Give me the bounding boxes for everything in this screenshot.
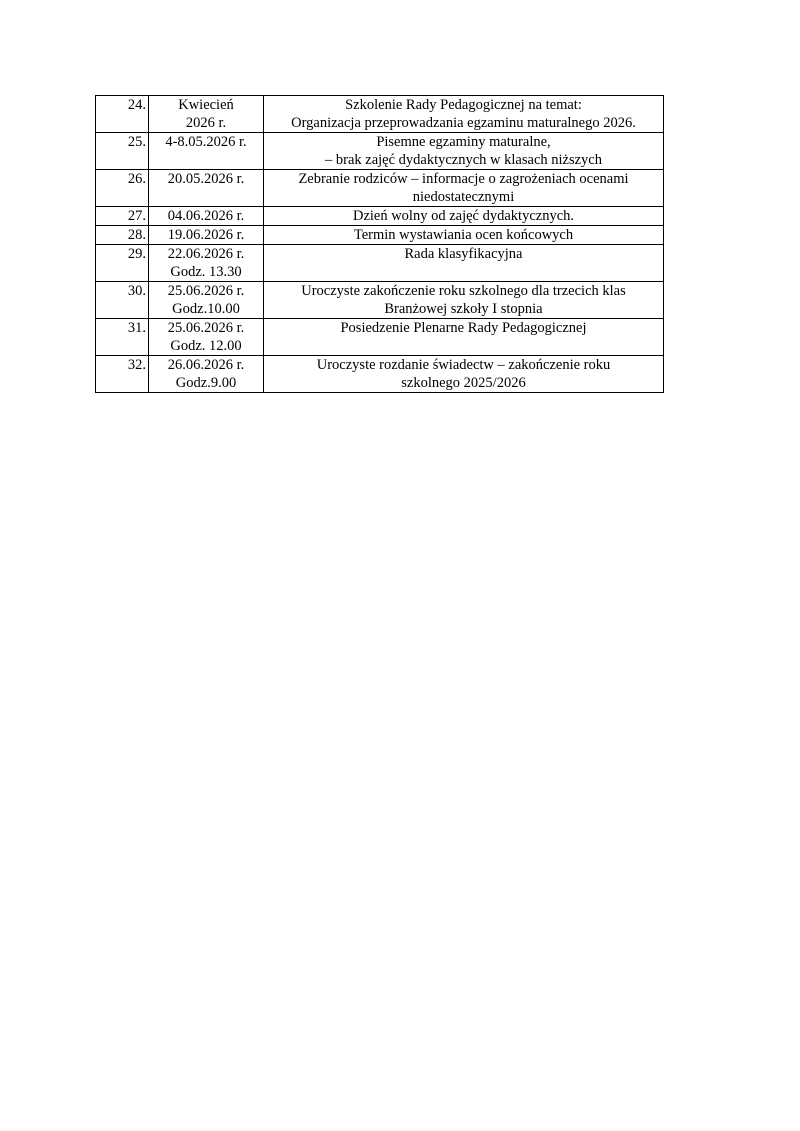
date-cell — [149, 356, 264, 393]
date-line: Godz.10.00 — [172, 301, 240, 317]
event-cell — [264, 245, 664, 282]
date-line: 20.05.2026 r. — [167, 171, 245, 187]
schedule-table — [95, 95, 664, 393]
event-line: Uroczyste zakończenie roku szkolnego dla trzecich klas — [301, 283, 626, 299]
row-number: 29. — [96, 245, 149, 282]
row-number: 32. — [96, 356, 149, 393]
table-row — [96, 319, 664, 356]
date-cell — [149, 282, 264, 319]
table-row — [96, 96, 664, 133]
row-number: 25. — [96, 133, 149, 170]
date-cell — [149, 319, 264, 356]
event-cell — [264, 133, 664, 170]
row-number: 24. — [96, 96, 149, 133]
event-line: Pisemne egzaminy maturalne, — [376, 134, 551, 150]
row-number: 30. — [96, 282, 149, 319]
date-line: 25.06.2026 r. — [167, 320, 245, 336]
event-line: – brak zajęć dydaktycznych w klasach niższych — [325, 152, 602, 168]
event-cell — [264, 356, 664, 393]
date-cell — [149, 245, 264, 282]
table-row — [96, 282, 664, 319]
table-row — [96, 170, 664, 207]
event-line: Organizacja przeprowadzania egzaminu maturalnego 2026. — [291, 115, 636, 131]
event-line: Posiedzenie Plenarne Rady Pedagogicznej — [340, 320, 587, 336]
row-number: 27. — [96, 207, 149, 226]
event-line: Rada klasyfikacyjna — [404, 246, 523, 262]
event-line: niedostatecznymi — [412, 189, 515, 205]
date-line: Kwiecień — [178, 97, 234, 113]
event-line: Szkolenie Rady Pedagogicznej na temat: — [345, 97, 582, 113]
date-line: 19.06.2026 r. — [167, 227, 245, 243]
table-row — [96, 245, 664, 282]
event-cell — [264, 207, 664, 226]
event-line: Uroczyste rozdanie świadectw – zakończenie roku — [316, 357, 611, 373]
row-number: 31. — [96, 319, 149, 356]
date-line: 04.06.2026 r. — [167, 208, 245, 224]
date-line: 22.06.2026 r. — [167, 246, 245, 262]
event-line: Dzień wolny od zajęć dydaktycznych. — [352, 208, 575, 224]
table-row — [96, 207, 664, 226]
date-cell — [149, 207, 264, 226]
event-cell — [264, 96, 664, 133]
date-cell — [149, 226, 264, 245]
date-line: Godz.9.00 — [175, 375, 237, 391]
date-line: Godz. 13.30 — [170, 264, 242, 280]
event-cell — [264, 282, 664, 319]
table-row — [96, 226, 664, 245]
date-cell — [149, 133, 264, 170]
table-row — [96, 133, 664, 170]
event-cell — [264, 226, 664, 245]
date-line: 4-8.05.2026 r. — [165, 134, 247, 150]
row-number: 26. — [96, 170, 149, 207]
table-row — [96, 356, 664, 393]
date-cell — [149, 96, 264, 133]
date-line: 26.06.2026 r. — [167, 357, 245, 373]
date-line: 25.06.2026 r. — [167, 283, 245, 299]
event-line: Zebranie rodziców – informacje o zagrożeniach ocenami — [298, 171, 629, 187]
event-line: Branżowej szkoły I stopnia — [384, 301, 543, 317]
event-cell — [264, 319, 664, 356]
event-line: Termin wystawiania ocen końcowych — [353, 227, 574, 243]
row-number: 28. — [96, 226, 149, 245]
schedule-body — [96, 96, 664, 393]
date-cell — [149, 170, 264, 207]
event-cell — [264, 170, 664, 207]
date-line: Godz. 12.00 — [170, 338, 242, 354]
event-line: szkolnego 2025/2026 — [401, 375, 526, 391]
date-line: 2026 r. — [185, 115, 227, 131]
